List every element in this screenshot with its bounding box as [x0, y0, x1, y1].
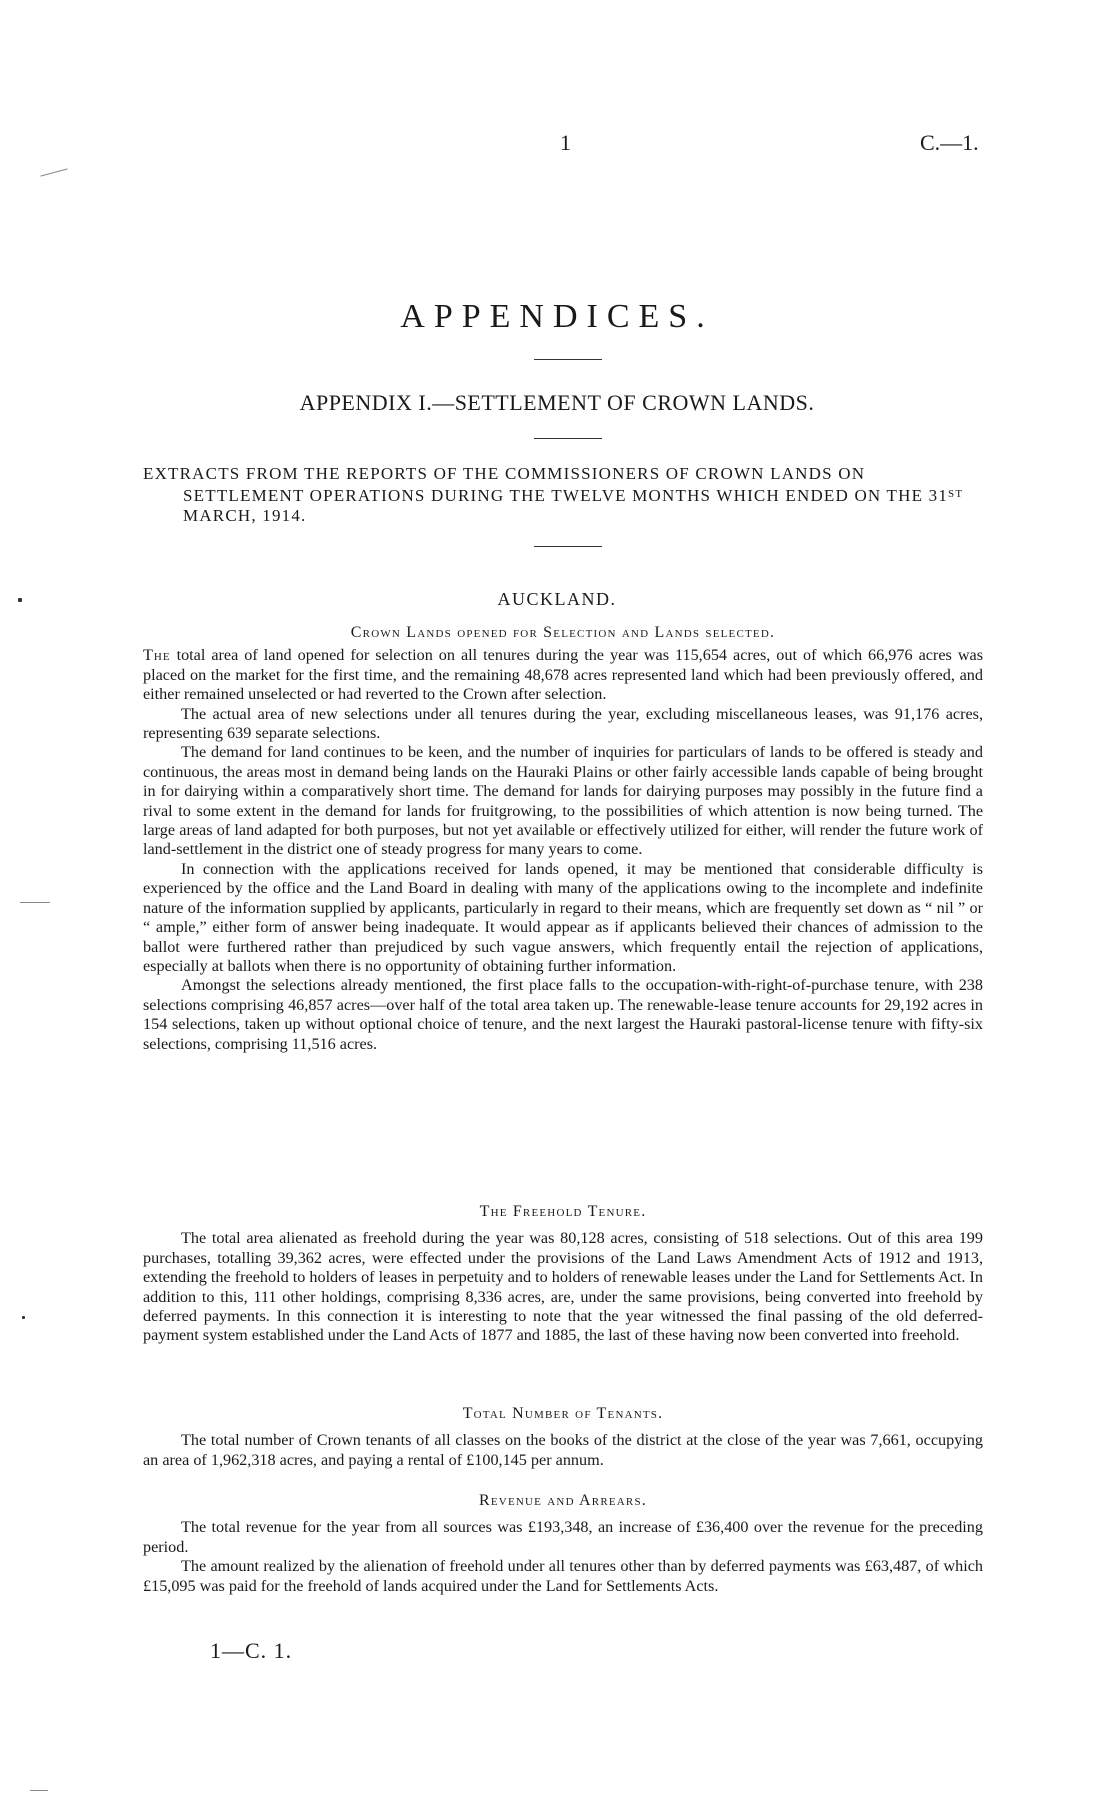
page-title: APPENDICES.: [400, 298, 714, 335]
paragraph: The demand for land continues to be keen, and the number of inquiries for particulars of lands to be offered is steady and continuous, the areas most in demand being lands on the Hauraki Plains or other fairly accessible lands capable of being brought in for dairying within a comparatively short time. The demand for lands for dairying purposes may possibly in the future find a rival to some extent in the demand for lands for fruitgrowing, to the possibilities of which attention is now being turned. The large areas of land adapted for both purposes, but not yet available or effectively utilized for either, will render the future work of land-settlement in the district one of steady progress for many years to come.: [143, 743, 983, 859]
appendix-title: APPENDIX I.—SETTLEMENT OF CROWN LANDS.: [299, 390, 815, 415]
extracts-heading: [143, 464, 983, 526]
appendix-rule: [534, 438, 602, 439]
section-freehold: [143, 1202, 983, 1346]
paragraph: [143, 646, 983, 704]
section-heading: Revenue and Arrears.: [479, 1492, 647, 1509]
paragraph: The amount realized by the alienation of freehold under all tenures other than by deferred payments was £63,487, of which £15,095 was paid for the freehold of lands acquired under the Land for Settlements Acts.: [143, 1557, 983, 1595]
section-heading: Total Number of Tenants.: [462, 1405, 664, 1422]
section-tenants: [143, 1404, 983, 1470]
title-rule: [534, 359, 602, 360]
scan-mark: [30, 1790, 48, 1791]
extracts-rule: [534, 546, 602, 547]
paragraph: The total number of Crown tenants of all classes on the books of the district at the close of the year was 7,661, occupying an area of 1,962,318 acres, and paying a rental of £100,145 per annum.: [143, 1431, 983, 1469]
section-crown-lands: [143, 623, 983, 1054]
paragraph: The total area alienated as freehold during the year was 80,128 acres, consisting of 518 selections. Out of this area 199 purchases, totalling 39,362 acres, were effected under the provisions of the Land Laws Amendment Acts of 1912 and 1913, extending the freehold to holders of leases in perpetuity and to holders of renewable leases under the Land for Settlements Act. In addition to this, 111 other holdings, comprising 8,336 acres, are, under the same provisions, being converted into freehold by deferred payments. In this connection it is interesting to note that the year witnessed the final passing of the old deferred-payment system established under the Land Acts of 1877 and 1885, the last of these having now been converted into freehold.: [143, 1229, 983, 1345]
lead-word: The: [143, 646, 171, 665]
extracts-date: MARCH, 1914.: [183, 506, 307, 525]
extracts-text: EXTRACTS FROM THE REPORTS OF THE COMMISSIONERS OF CROWN LANDS ON SETTLEMENT OPERATIONS DURING THE TWELVE MONTHS WHICH ENDED ON THE 31: [143, 464, 949, 505]
section-heading: Crown Lands opened for Selection and Lands selected.: [350, 624, 776, 641]
district-heading: AUCKLAND.: [497, 589, 617, 609]
scan-mark: [40, 168, 67, 176]
paragraph: In connection with the applications received for lands opened, it may be mentioned that considerable difficulty is experienced by the office and the Land Board in dealing with many of the applications owing to the incomplete and indefinite nature of the information supplied by applicants, particularly in regard to their means, which are frequently set down as “ nil ” or “ ample,” either form of answer being inadequate. It would appear as if applicants believed their chances of admission to the ballot were furthered rather than prejudiced by such vague answers, which frequently entail the rejection of applications, especially at ballots when there is no opportunity of obtaining further information.: [143, 859, 983, 975]
page-number: 1: [560, 130, 571, 155]
paragraph: Amongst the selections already mentioned, the first place falls to the occupation-with-right-of-purchase tenure, with 238 selections comprising 46,857 acres—over half of the total area taken up. The renewable-lease tenure accounts for 29,192 acres in 154 selections, taken up without optional choice of tenure, and the next largest the Hauraki pastoral-license tenure with fifty-six selections, comprising 11,516 acres.: [143, 976, 983, 1053]
scan-dot: [18, 598, 22, 602]
paragraph: The actual area of new selections under all tenures during the year, excluding miscellaneous leases, was 91,176 acres, representing 639 separate selections.: [143, 704, 983, 743]
paragraph: The total revenue for the year from all sources was £193,348, an increase of £36,400 over the revenue for the preceding period.: [143, 1518, 983, 1556]
section-revenue: [143, 1491, 983, 1596]
scan-mark: [20, 902, 50, 903]
footer-code: 1—C. 1.: [210, 1638, 293, 1663]
extracts-ordinal: ST: [948, 488, 964, 500]
section-heading: The Freehold Tenure.: [479, 1203, 647, 1220]
paragraph-text: total area of land opened for selection on all tenures during the year was 115,654 acres, out of which 66,976 acres was placed on the market for the first time, and the remaining 48,678 acres represented land which had been previously offered, and either remained unselected or had reverted to the Crown after selection.: [143, 646, 983, 704]
scan-dot: [22, 1316, 25, 1319]
document-code: C.—1.: [920, 130, 979, 155]
